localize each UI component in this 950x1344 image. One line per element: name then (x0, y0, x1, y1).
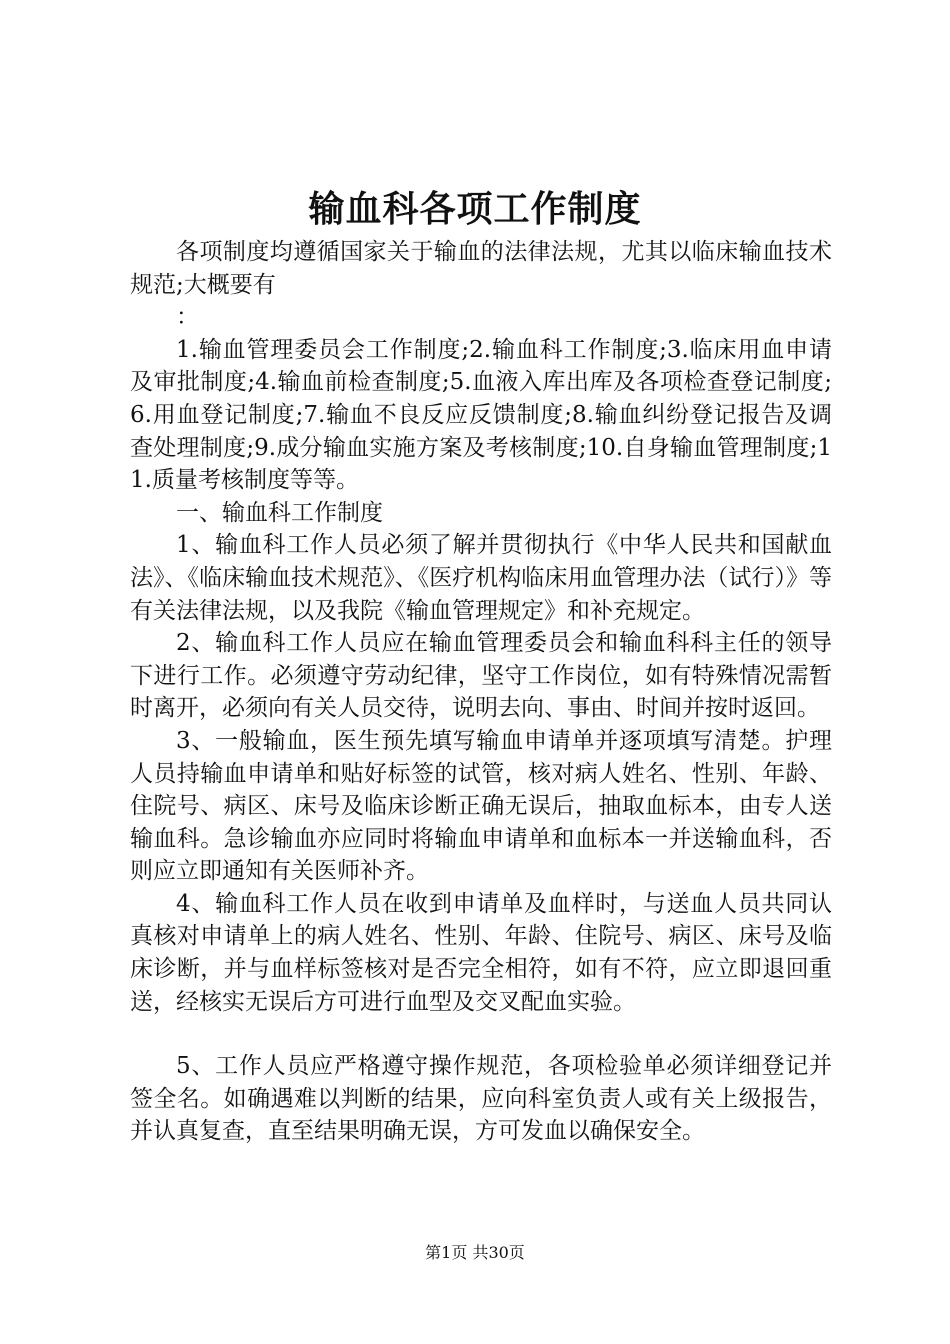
paragraph-item-1: 1、输血科工作人员必须了解并贯彻执行《中华人民共和国献血法》、《临床输血技术规范》、《医疗机构临床用血管理办法（试行）》等有关法律法规，以及我院《输血管理规定》和补充规定。 (130, 532, 832, 624)
document-body (130, 236, 832, 1148)
page-number: 第1页 共30页 (425, 1243, 525, 1262)
paragraph-item-4: 4、输血科工作人员在收到申请单及血样时，与送血人员共同认真核对申请单上的病人姓名、性别、年龄、住院号、病区、床号及临床诊断，并与血样标签核对是否完全相符，如有不符，应立即退回重送，经核实无误后方可进行血型及交叉配血实验。 (130, 890, 832, 1015)
paragraph-item-5: 5、工作人员应严格遵守操作规范，各项检验单必须详细登记并签全名。如确遇难以判断的结果，应向科室负责人或有关上级报告，并认真复查，直至结果明确无误，方可发血以确保安全。 (130, 1053, 832, 1145)
paragraph-system-list: 1.输血管理委员会工作制度;2.输血科工作制度;3.临床用血申请及审批制度;4.输血前检查制度;5.血液入库出库及各项检查登记制度;6.用血登记制度;7.输血不良反应反馈制度;8.输血纠纷登记报告及调查处理制度;9.成分输血实施方案及考核制度;10.自身输血管理制度;11.质量考核制度等等。 (130, 336, 832, 494)
document-title: 输血科各项工作制度 (308, 188, 642, 230)
paragraph-item-3: 3、一般输血，医生预先填写输血申请单并逐项填写清楚。护理人员持输血申请单和贴好标签的试管，核对病人姓名、性别、年龄、住院号、病区、床号及临床诊断正确无误后，抽取血标本，由专人送输血科。急诊输血亦应同时将输血申请单和血标本一并送输血科，否则应立即通知有关医师补齐。 (130, 727, 832, 885)
paragraph-item-2: 2、输血科工作人员应在输血管理委员会和输血科科主任的领导下进行工作。必须遵守劳动纪律，坚守工作岗位，如有特殊情况需暂时离开，必须向有关人员交待，说明去向、事由、时间并按时返回。 (130, 630, 832, 722)
section-heading: 一、输血科工作制度 (176, 499, 383, 526)
paragraph-colon: ： (176, 304, 199, 331)
paragraph-intro: 各项制度均遵循国家关于输血的法律法规，尤其以临床输血技术规范;大概要有 (130, 239, 832, 298)
